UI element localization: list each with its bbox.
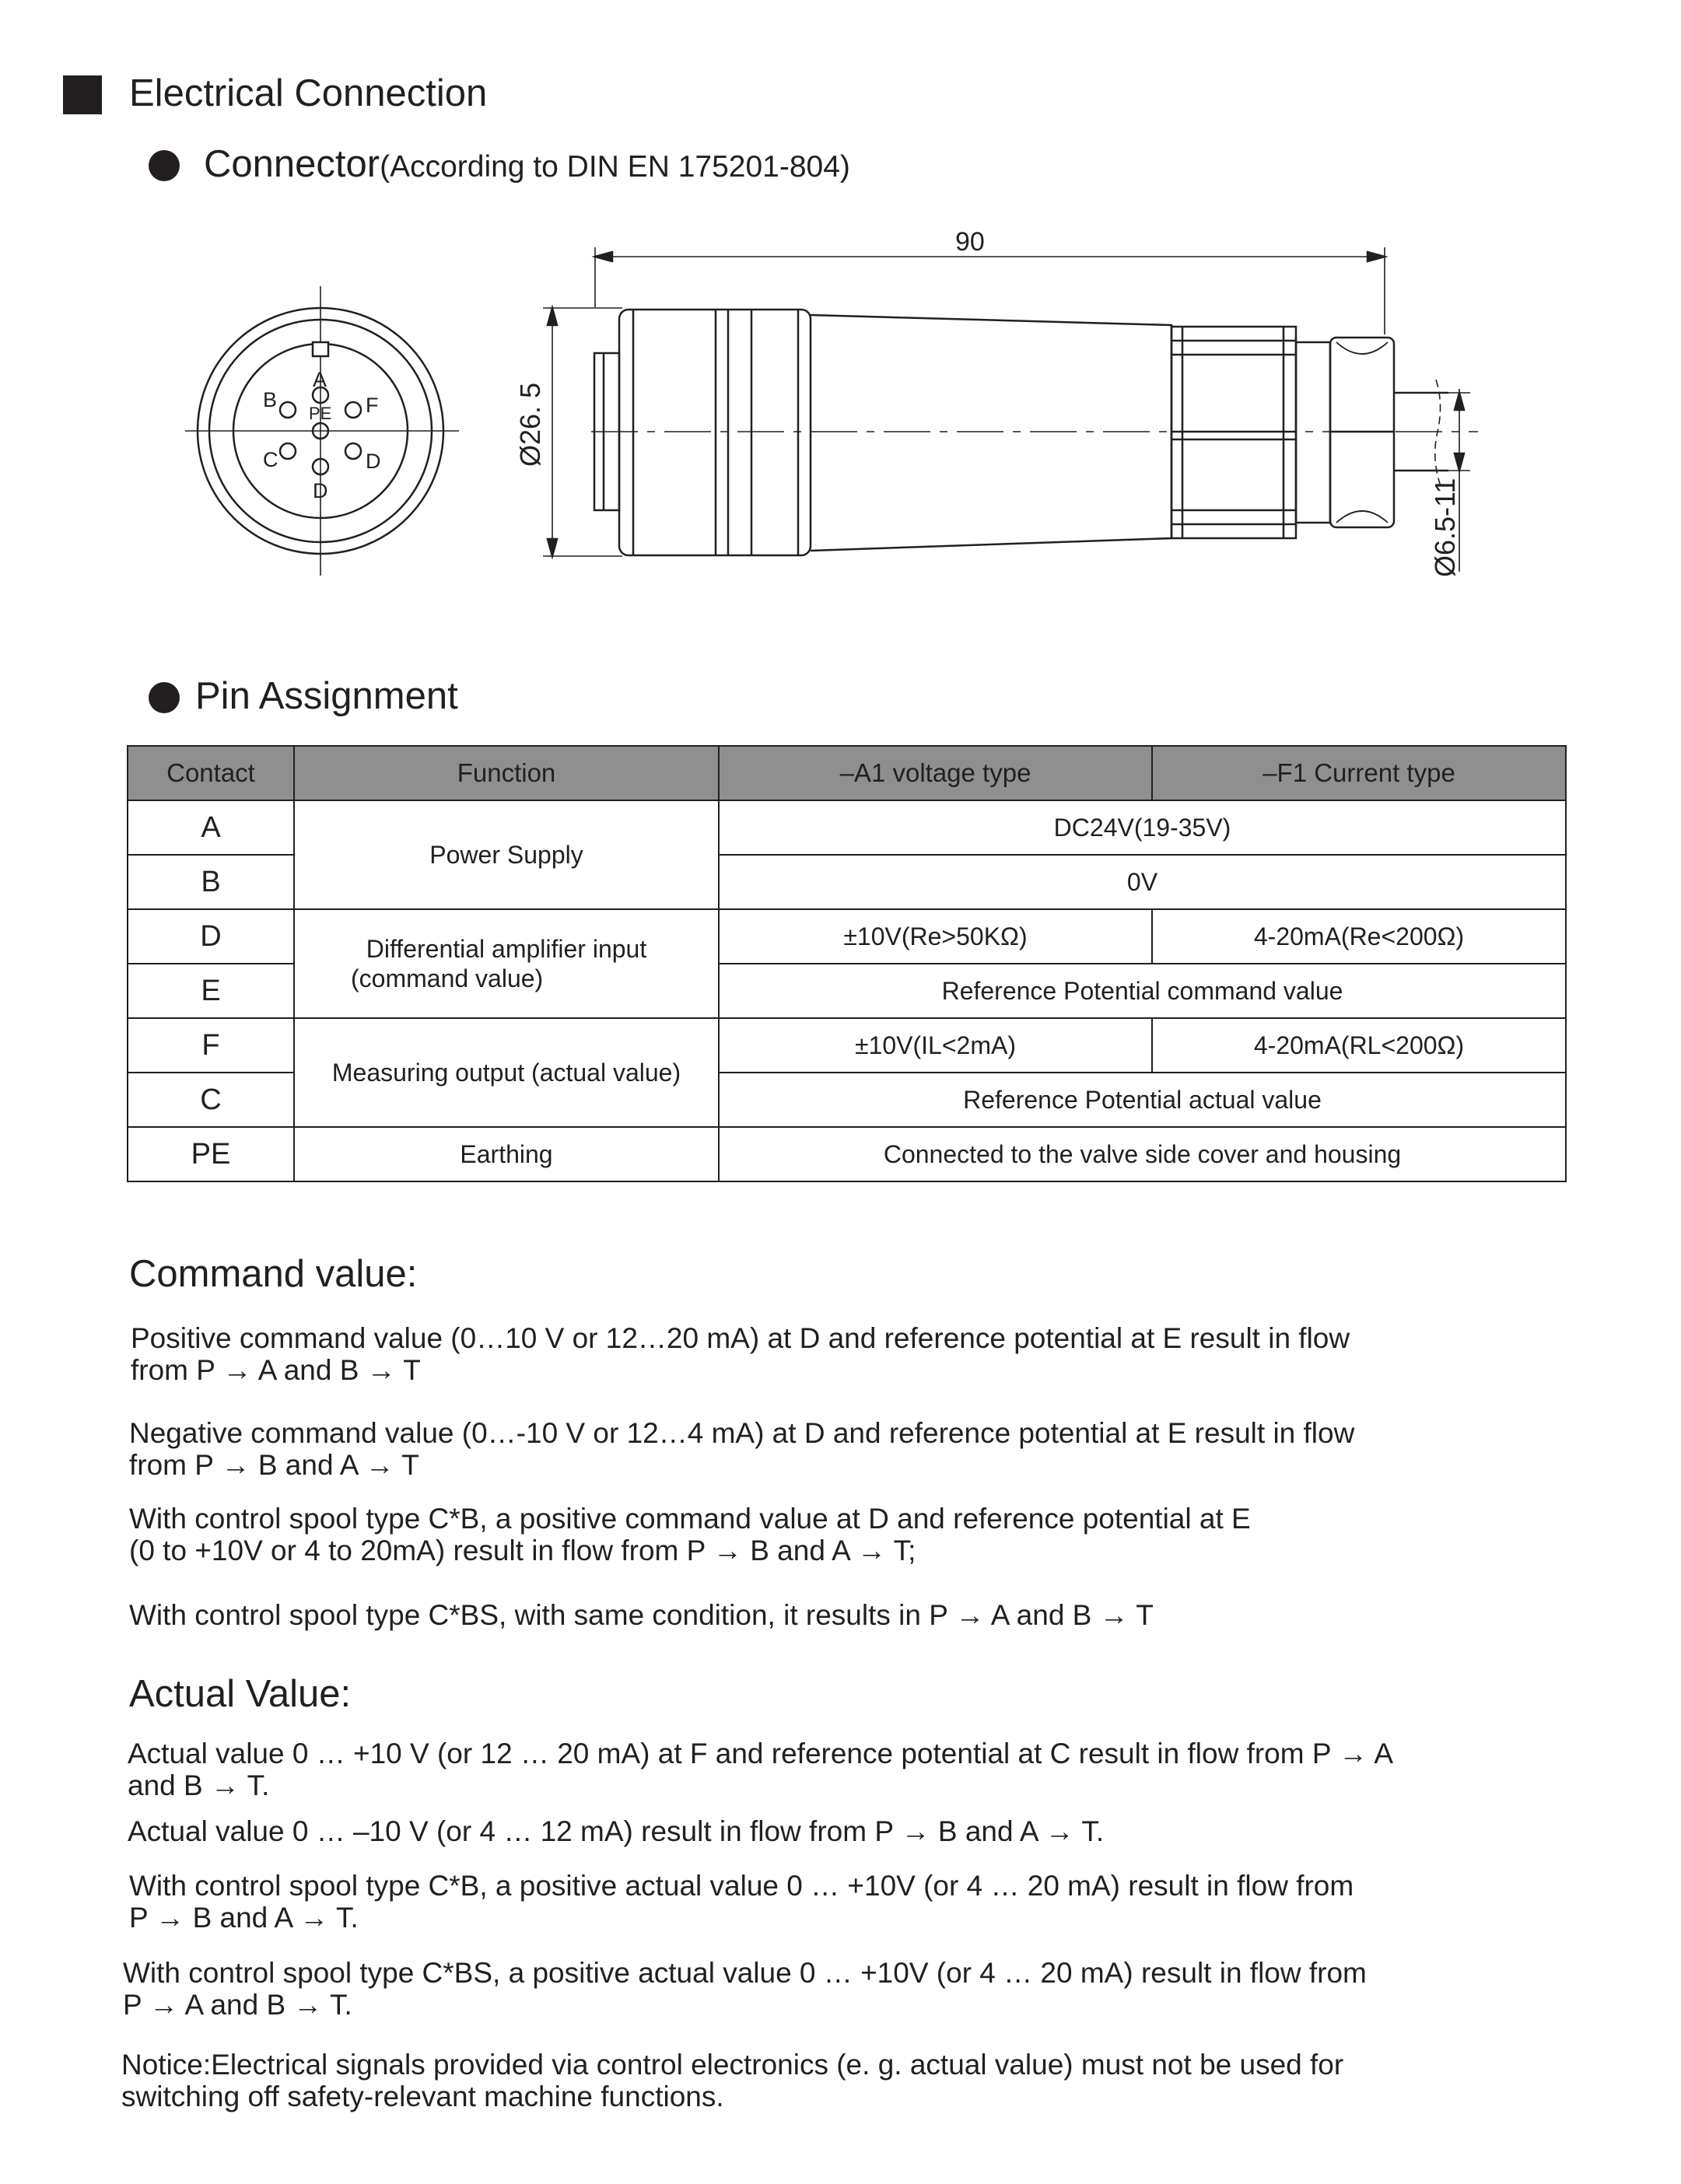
- pin-label-d-right: D: [366, 450, 381, 473]
- contact-cell: E: [128, 964, 294, 1018]
- text-line: Positive command value (0…10 V or 12…20 mA) at D and reference potential at E result in flow: [131, 1322, 1350, 1354]
- value-cell: Reference Potential actual value: [719, 1073, 1566, 1127]
- actual-paragraph-3: [129, 1870, 1354, 1934]
- pin-assignment-bullet: [149, 682, 180, 713]
- text-line: from P → A and B → T: [131, 1354, 421, 1386]
- section-square-bullet: [63, 75, 102, 114]
- text-line: switching off safety-relevant machine functions.: [121, 2081, 724, 2112]
- command-paragraph-1: [131, 1322, 1350, 1386]
- table-header-row: [128, 746, 1566, 800]
- value-cell: DC24V(19-35V): [719, 800, 1566, 855]
- notice-paragraph: [121, 2049, 1343, 2112]
- pin-label-c: C: [263, 448, 278, 471]
- text-line: from P → B and A → T: [129, 1449, 419, 1481]
- function-line: Differential amplifier input: [366, 935, 647, 963]
- table-row: [128, 1018, 1566, 1073]
- table-row: [128, 909, 1566, 964]
- function-cell: Power Supply: [294, 800, 719, 909]
- section-title: Electrical Connection: [129, 72, 488, 114]
- text-line: (0 to +10V or 4 to 20mA) result in flow from P → B and A → T;: [129, 1535, 916, 1566]
- table-row: [128, 1127, 1566, 1181]
- pin-label-d-bottom: D: [313, 479, 328, 502]
- value-cell: 4-20mA(RL<200Ω): [1152, 1018, 1566, 1073]
- contact-cell: F: [128, 1018, 294, 1073]
- dimension-length-label: 90: [955, 227, 985, 257]
- text-line: Negative command value (0…-10 V or 12…4 mA) at D and reference potential at E result in flow: [129, 1417, 1355, 1449]
- connector-side-view: [543, 247, 1478, 572]
- contact-cell: D: [128, 909, 294, 964]
- command-paragraph-3: [129, 1503, 1251, 1566]
- command-paragraph-4: With control spool type C*BS, with same condition, it results in P → A and B → T: [129, 1599, 1154, 1631]
- connector-bullet: [149, 150, 180, 181]
- header-voltage-type: –A1 voltage type: [719, 746, 1152, 800]
- text-line: With control spool type C*BS, a positive actual value 0 … +10V (or 4 … 20 mA) result in flow from: [123, 1957, 1367, 1989]
- dimension-diameter-label: Ø26. 5: [514, 382, 546, 467]
- command-value-title: Command value:: [129, 1253, 418, 1295]
- text-line: P → A and B → T.: [123, 1989, 352, 2021]
- function-cell: Measuring output (actual value): [294, 1018, 719, 1127]
- actual-paragraph-4: [123, 1957, 1367, 2021]
- connector-title: Connector: [204, 143, 380, 185]
- dimension-cable-label: Ø6.5-11: [1429, 478, 1461, 577]
- contact-cell: C: [128, 1073, 294, 1127]
- value-cell: 4-20mA(Re<200Ω): [1152, 909, 1566, 964]
- header-current-type: –F1 Current type: [1152, 746, 1566, 800]
- text-line: Actual value 0 … +10 V (or 12 … 20 mA) at F and reference potential at C result in flow from P → A: [128, 1738, 1394, 1769]
- connector-front-view: [185, 286, 459, 576]
- text-line: With control spool type C*B, a positive command value at D and reference potential at E: [129, 1503, 1251, 1535]
- pin-label-pe: PE: [309, 404, 332, 423]
- function-line: (command value): [351, 964, 544, 992]
- text-line: Notice:Electrical signals provided via control electronics (e. g. actual value) must not be used for: [121, 2049, 1344, 2081]
- pin-label-b: B: [263, 388, 278, 411]
- pin-assignment-table: [127, 745, 1567, 1182]
- header-contact: Contact: [128, 746, 294, 800]
- contact-cell: A: [128, 800, 294, 855]
- function-cell: Earthing: [294, 1127, 719, 1181]
- value-cell: 0V: [719, 855, 1566, 909]
- actual-value-title: Actual Value:: [129, 1673, 352, 1715]
- table-row: [128, 800, 1566, 855]
- contact-cell: PE: [128, 1127, 294, 1181]
- pin-label-a: A: [313, 368, 327, 391]
- connector-heading: [204, 142, 850, 186]
- pin-label-f: F: [366, 394, 379, 417]
- value-cell: Connected to the valve side cover and housing: [719, 1127, 1566, 1181]
- text-line: P → B and A → T.: [129, 1902, 359, 1934]
- header-function: Function: [294, 746, 719, 800]
- value-cell: ±10V(Re>50KΩ): [719, 909, 1152, 964]
- pin-assignment-title: Pin Assignment: [195, 675, 458, 717]
- text-line: With control spool type C*B, a positive actual value 0 … +10V (or 4 … 20 mA) result in flow from: [129, 1870, 1354, 1902]
- actual-paragraph-2: Actual value 0 … –10 V (or 4 … 12 mA) result in flow from P → B and A → T.: [128, 1815, 1105, 1847]
- connector-standard: (According to DIN EN 175201-804): [380, 150, 850, 184]
- text-line: and B → T.: [128, 1769, 270, 1801]
- value-cell: Reference Potential command value: [719, 964, 1566, 1018]
- value-cell: ±10V(IL<2mA): [719, 1018, 1152, 1073]
- function-cell: [294, 909, 719, 1018]
- contact-cell: B: [128, 855, 294, 909]
- actual-paragraph-1: [128, 1738, 1393, 1801]
- command-paragraph-2: [129, 1417, 1354, 1481]
- connector-drawing: [0, 218, 1681, 622]
